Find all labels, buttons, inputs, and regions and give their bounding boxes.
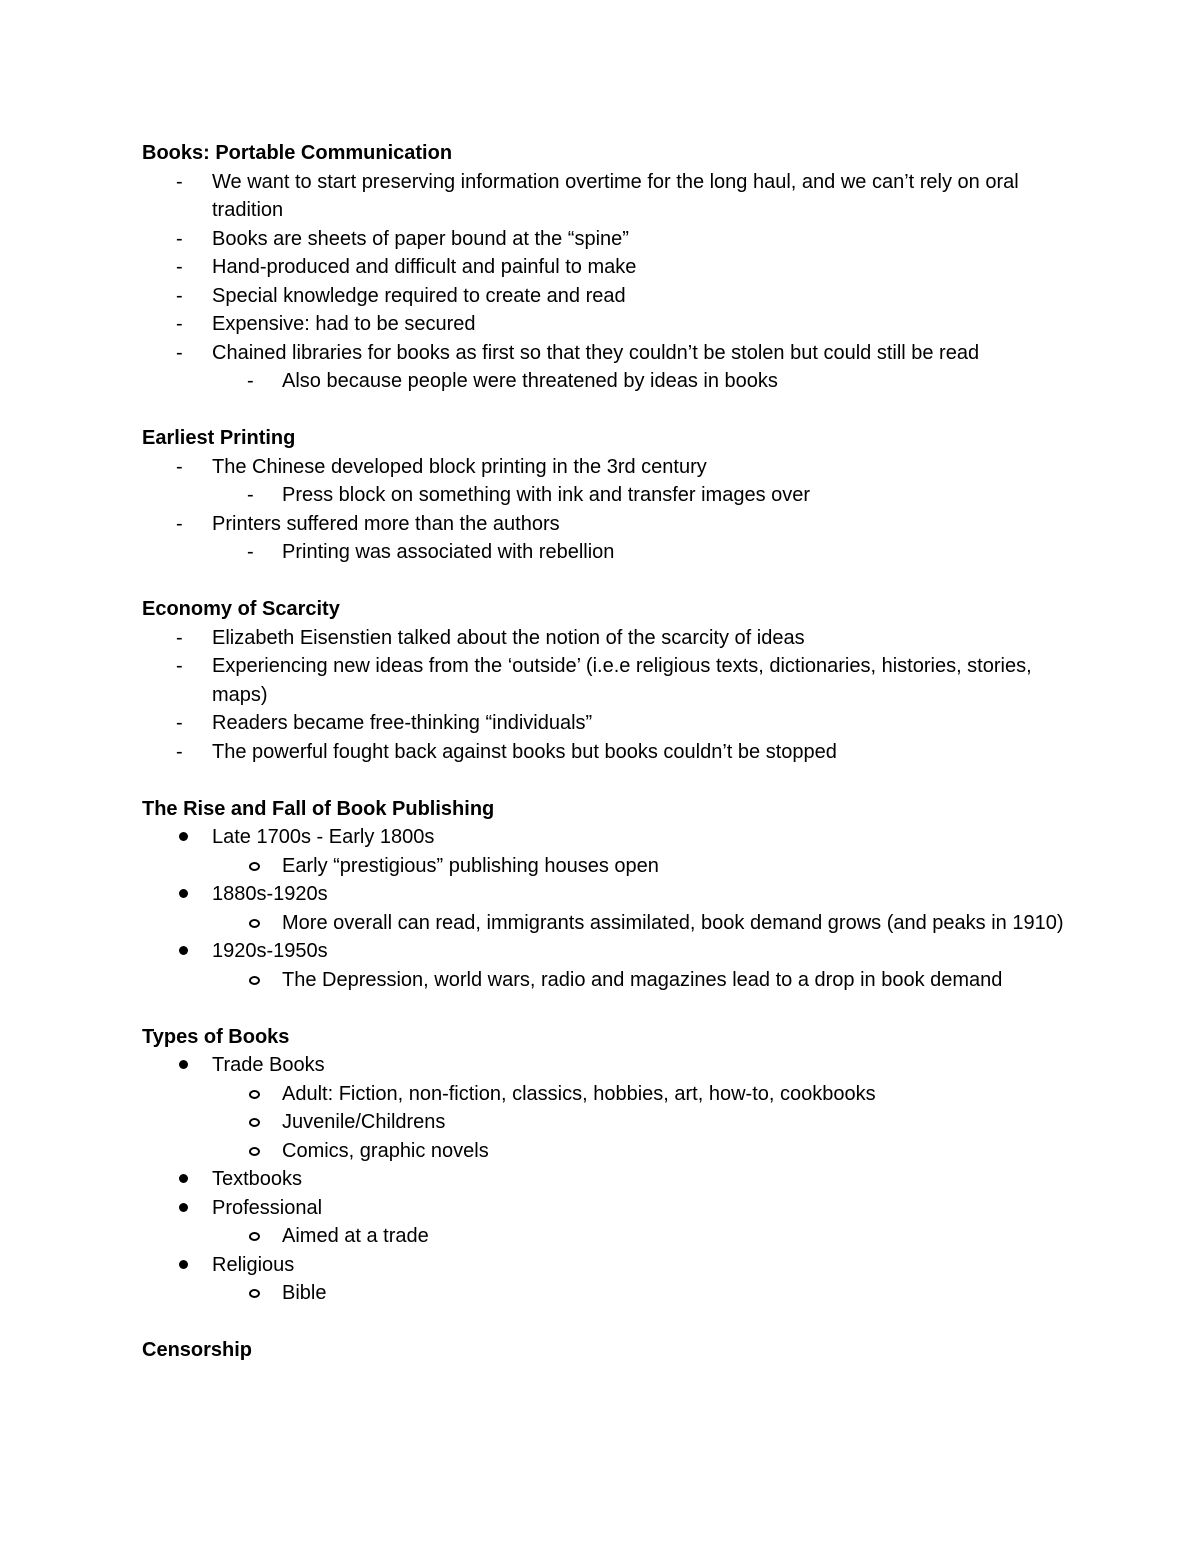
list-item [142, 453, 1072, 482]
list-item-text: Chained libraries for books as first so that they couldn’t be stolen but could still be read [212, 341, 980, 364]
list-item-text: 1920s-1950s [212, 940, 328, 962]
filled-bullet-icon [179, 832, 188, 841]
sub-list-item [142, 538, 1072, 567]
section-censorship [142, 1336, 1072, 1365]
sub-list-item [142, 1108, 1072, 1137]
dash-bullet: - [247, 484, 254, 506]
sub-list-item [142, 481, 1072, 510]
sub-list-item-text: Early “prestigious” publishing houses open [282, 854, 659, 877]
list-item-text: Experiencing new ideas from the ‘outside’ (i.e.e religious texts, dictionaries, histories, stories, maps) [212, 655, 1032, 706]
sub-list-item-text: Bible [282, 1282, 327, 1304]
section-heading: Censorship [142, 1339, 253, 1361]
sub-list-item-text: Adult: Fiction, non-fiction, classics, hobbies, art, how-to, cookbooks [282, 1082, 876, 1105]
filled-bullet-icon [179, 1260, 188, 1269]
section-heading: Books: Portable Communication [142, 142, 453, 164]
filled-bullet-icon [179, 1174, 188, 1183]
filled-bullet-icon [179, 946, 188, 955]
list-item-text: The powerful fought back against books but books couldn’t be stopped [212, 740, 837, 763]
list-item [142, 310, 1072, 339]
sub-list-item [142, 966, 1072, 995]
list-item-text: Printers suffered more than the authors [212, 512, 560, 535]
list-item [142, 1051, 1072, 1080]
sub-list-item-text: Also because people were threatened by ideas in books [282, 370, 778, 392]
dash-bullet: - [176, 313, 183, 335]
list-item-text: Professional [212, 1196, 323, 1219]
document-content [142, 139, 1072, 1393]
dash-bullet: - [176, 512, 183, 535]
list-item [142, 225, 1072, 254]
dash-bullet: - [176, 626, 183, 649]
hollow-bullet-icon [249, 862, 260, 871]
list-item-text: 1880s-1920s [212, 883, 328, 905]
sub-list-item-text: Juvenile/Childrens [282, 1111, 446, 1133]
list-item [142, 510, 1072, 539]
list-item [142, 282, 1072, 311]
hollow-bullet-icon [249, 976, 260, 985]
section-earliest-printing [142, 424, 1072, 567]
dash-bullet: - [176, 256, 183, 278]
dash-bullet: - [176, 284, 183, 307]
dash-bullet: - [176, 170, 183, 193]
hollow-bullet-icon [249, 1289, 260, 1298]
list-item [142, 652, 1072, 709]
hollow-bullet-icon [249, 1090, 260, 1099]
list-item-text: Books are sheets of paper bound at the “spine” [212, 227, 629, 250]
section-economy-of-scarcity [142, 595, 1072, 766]
sub-list-item [142, 852, 1072, 881]
sub-list-item [142, 367, 1072, 396]
hollow-bullet-icon [249, 1118, 260, 1127]
list-item-text: Textbooks [212, 1168, 303, 1190]
sub-list-item-text: Comics, graphic novels [282, 1139, 489, 1162]
list-item [142, 823, 1072, 852]
list-item-text: Expensive: had to be secured [212, 313, 476, 335]
list-item-text: Late 1700s - Early 1800s [212, 826, 435, 848]
sub-list-item [142, 1137, 1072, 1166]
sub-list-item [142, 1279, 1072, 1308]
section-heading: Types of Books [142, 1025, 290, 1048]
section-heading: Earliest Printing [142, 427, 296, 449]
filled-bullet-icon [179, 889, 188, 898]
list-item [142, 253, 1072, 282]
list-item [142, 709, 1072, 738]
filled-bullet-icon [179, 1203, 188, 1212]
list-item-text: Trade Books [212, 1054, 325, 1076]
sub-list-item-text: More overall can read, immigrants assimilated, book demand grows (and peaks in 1910) [282, 911, 1064, 934]
sub-list-item-text: Aimed at a trade [282, 1225, 429, 1247]
list-item-text: We want to start preserving information overtime for the long haul, and we can’t rely on oral tradition [212, 170, 1019, 221]
sub-list-item [142, 1080, 1072, 1109]
list-item [142, 937, 1072, 966]
filled-bullet-icon [179, 1060, 188, 1069]
list-item [142, 168, 1072, 225]
sub-list-item [142, 909, 1072, 938]
hollow-bullet-icon [249, 919, 260, 928]
dash-bullet: - [247, 370, 254, 392]
list-item [142, 880, 1072, 909]
sub-list-item [142, 1222, 1072, 1251]
dash-bullet: - [176, 655, 183, 677]
hollow-bullet-icon [249, 1147, 260, 1156]
dash-bullet: - [176, 455, 183, 478]
list-item [142, 624, 1072, 653]
list-item [142, 1165, 1072, 1194]
section-heading: The Rise and Fall of Book Publishing [142, 797, 495, 820]
section-heading: Economy of Scarcity [142, 598, 340, 620]
section-types-of-books [142, 1023, 1072, 1308]
dash-bullet: - [176, 341, 183, 364]
dash-bullet: - [247, 541, 254, 563]
list-item [142, 738, 1072, 767]
list-item [142, 1251, 1072, 1280]
list-item-text: Special knowledge required to create and read [212, 284, 626, 307]
list-item [142, 339, 1072, 368]
list-item-text: Hand-produced and difficult and painful to make [212, 256, 637, 278]
sub-list-item-text: Press block on something with ink and transfer images over [282, 484, 811, 506]
sub-list-item-text: Printing was associated with rebellion [282, 541, 615, 563]
section-books-portable-communication [142, 139, 1072, 396]
list-item-text: Readers became free-thinking “individuals” [212, 712, 593, 734]
sub-list-item-text: The Depression, world wars, radio and magazines lead to a drop in book demand [282, 968, 1003, 991]
list-item-text: Elizabeth Eisenstien talked about the notion of the scarcity of ideas [212, 626, 805, 649]
list-item-text: The Chinese developed block printing in the 3rd century [212, 455, 707, 478]
list-item-text: Religious [212, 1253, 295, 1276]
section-rise-and-fall-of-book-publishing [142, 795, 1072, 995]
dash-bullet: - [176, 227, 183, 250]
list-item [142, 1194, 1072, 1223]
dash-bullet: - [176, 740, 183, 763]
dash-bullet: - [176, 712, 183, 734]
hollow-bullet-icon [249, 1232, 260, 1241]
